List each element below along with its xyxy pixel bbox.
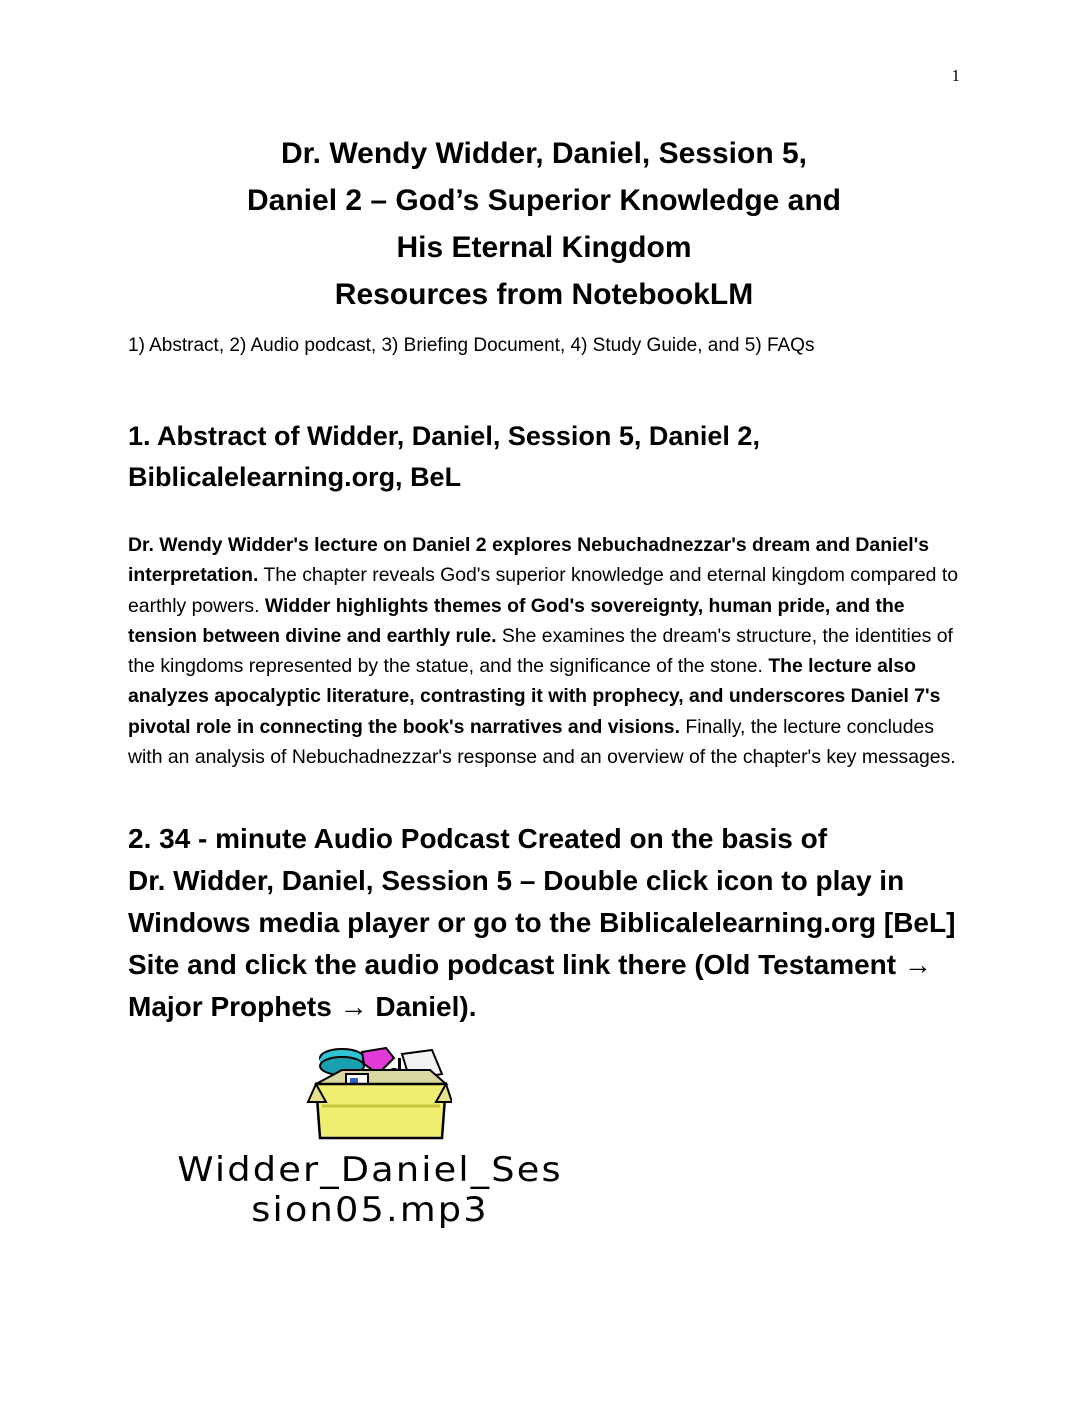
page-number: 1 [951,66,960,85]
abstract-sentence: She examines the dream's structure, the identities of the kingdoms represented by the statue, and the significance of the stone. [128,624,953,678]
abstract-sentence: The chapter reveals God's superior knowledge and eternal kingdom compared to earthly powers. [128,564,959,617]
file-name-line: sion05.mp3 [251,1190,489,1230]
audio-file-name[interactable] [109,1150,632,1230]
audio-heading-line: 2. 34 - minute Audio Podcast Created on the basis of [128,823,828,854]
abstract-sentence: The lecture also analyzes apocalyptic literature, contrasting it with prophecy, and underscores Daniel 7's pivotal role in connecting the book's narratives and visions. [128,655,941,738]
audio-heading-line: Dr. Widder, Daniel, Session 5 – Double click icon to play in [128,865,905,896]
audio-heading-line: Major Prophets → Daniel). [128,991,477,1022]
contents-list: 1) Abstract, 2) Audio podcast, 3) Briefing Document, 4) Study Guide, and 5) FAQs [128,335,815,356]
title-line: Daniel 2 – God’s Superior Knowledge and [247,184,841,217]
abstract-heading [128,416,968,498]
audio-heading-line: Site and click the audio podcast link there (Old Testament → [128,949,932,980]
abstract-sentence: Finally, the lecture concludes with an analysis of Nebuchadnezzar's response and an overview of the chapter's key messages. [128,715,956,769]
audio-heading-line: Windows media player or go to the Biblicalelearning.org [BeL] [128,907,956,938]
audio-file-attachment[interactable] [128,1040,628,1230]
file-name-line: Widder_Daniel_Ses [177,1150,563,1190]
audio-podcast-heading [128,818,978,1028]
package-file-icon[interactable] [302,1044,452,1140]
abstract-sentence: Dr. Wendy Widder's lecture on Daniel 2 explores Nebuchadnezzar's dream and Daniel's interpretation. [128,534,930,587]
title-line: His Eternal Kingdom [396,231,692,264]
abstract-sentence: Widder highlights themes of God's sovereignty, human pride, and the tension between divine and earthly rule. [128,594,905,647]
title-line: Resources from NotebookLM [334,278,754,311]
abstract-heading-line: Biblicalelearning.org, BeL [128,462,462,492]
abstract-heading-line: 1. Abstract of Widder, Daniel, Session 5, Daniel 2, [128,421,760,451]
title-line: Dr. Wendy Widder, Daniel, Session 5, [281,137,807,170]
document-title [0,130,1088,318]
abstract-paragraph [128,530,968,772]
